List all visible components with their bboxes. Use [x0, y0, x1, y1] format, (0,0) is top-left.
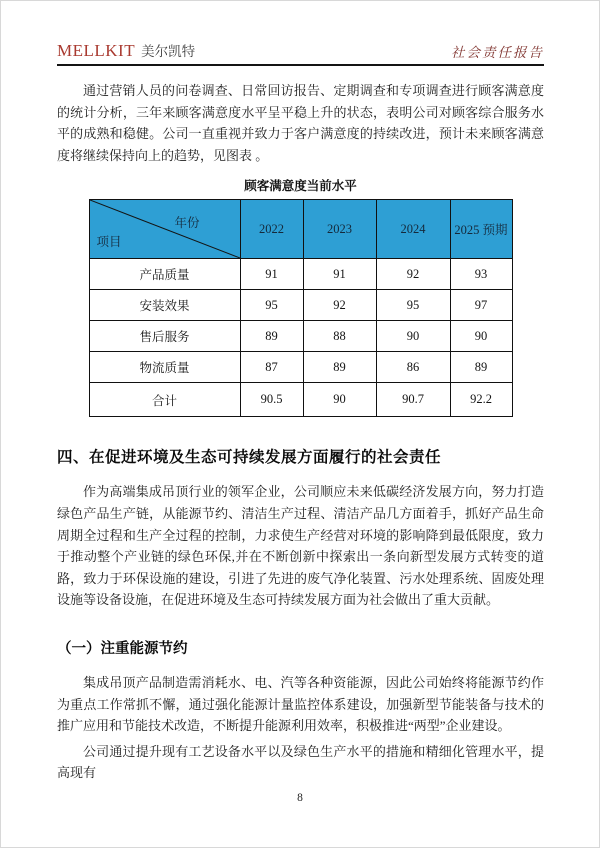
cell-value: 90	[303, 383, 376, 417]
satisfaction-table	[89, 199, 513, 417]
corner-label-year: 年份	[174, 216, 200, 231]
section-heading: 四、在促进环境及生态可持续发展方面履行的社会责任	[57, 449, 442, 467]
column-header-2022: 2022	[240, 200, 303, 259]
row-label: 售后服务	[89, 321, 240, 352]
cell-value: 90	[376, 321, 450, 352]
page-header	[57, 40, 544, 66]
column-header-2024: 2024	[376, 200, 450, 259]
cell-value: 91	[303, 259, 376, 290]
paragraph-energy-2: 公司通过提升现有工艺设备水平以及绿色生产水平的措施和精细化管理水平，提高现有	[57, 743, 544, 781]
paragraph-energy-1: 集成吊顶产品制造需消耗水、电、汽等各种资能源，因此公司始终将能源节约作为重点工作常抓不懈，通过强化能源计量监控体系建设，加强新型节能装备与技术的推广应用和节能技术改造，不断提升能源利用效率，积极推进“两型”企业建设。	[57, 674, 544, 734]
row-label: 合计	[89, 383, 240, 417]
cell-value: 89	[450, 352, 512, 383]
table-row	[89, 321, 512, 352]
cell-value: 90.7	[376, 383, 450, 417]
cell-value: 88	[303, 321, 376, 352]
cell-value: 87	[240, 352, 303, 383]
cell-value: 95	[376, 290, 450, 321]
paragraph-intro: 通过营销人员的问卷调查、日常回访报告、定期调查和专项调查进行顾客满意度的统计分析，三年来顾客满意度水平呈平稳上升的状态，表明公司对顾客综合服务水平的成熟和稳健。公司一直重视并致力于客户满意度的持续改进，预计未来顾客满意度将继续保持向上的趋势，见图表 。	[57, 83, 544, 163]
cell-value: 92	[303, 290, 376, 321]
brand-logo	[57, 40, 195, 61]
table-row	[89, 290, 512, 321]
cell-value: 92	[376, 259, 450, 290]
brand-name-en: MELLKIT	[57, 41, 136, 60]
cell-value: 91	[240, 259, 303, 290]
corner-label-item: 项目	[96, 235, 122, 250]
table-row	[89, 352, 512, 383]
cell-value: 89	[240, 321, 303, 352]
row-label: 安装效果	[89, 290, 240, 321]
cell-value: 86	[376, 352, 450, 383]
column-header-2023: 2023	[303, 200, 376, 259]
cell-value: 93	[450, 259, 512, 290]
brand-name-cn: 美尔凯特	[141, 44, 196, 59]
cell-value: 92.2	[450, 383, 512, 417]
row-label: 产品质量	[89, 259, 240, 290]
cell-value: 90	[450, 321, 512, 352]
corner-cell	[89, 200, 240, 259]
table-row	[89, 259, 512, 290]
table-header-row	[89, 200, 512, 259]
row-label: 物流质量	[89, 352, 240, 383]
paragraph-section4: 作为高端集成吊顶行业的领军企业，公司顺应未来低碳经济发展方向，努力打造绿色产品生产链，从能源节约、清洁生产过程、清洁产品几方面着手，抓好产品生命周期全过程和生产全过程的控制，力求使生产经营对环境的影响降到最低限度，致力于推动整个产业链的绿色环保,并在不断创新中探索出一条向新型发展方式转变的道路，致力于环保设施的建设，引进了先进的废气净化装置、污水处理系统、固废处理设施等设备设施，在促进环境及生态可持续发展方面为社会做出了重大贡献。	[57, 484, 544, 608]
page-number: 8	[297, 792, 303, 804]
cell-value: 95	[240, 290, 303, 321]
cell-value: 89	[303, 352, 376, 383]
table-row-total	[89, 383, 512, 417]
subsection-heading: （一）注重能源节约	[57, 640, 188, 657]
doc-title: 社会责任报告	[451, 45, 544, 60]
table-title: 顾客满意度当前水平	[244, 179, 357, 194]
cell-value: 90.5	[240, 383, 303, 417]
cell-value: 97	[450, 290, 512, 321]
column-header-2025-forecast: 2025 预期	[450, 200, 512, 259]
